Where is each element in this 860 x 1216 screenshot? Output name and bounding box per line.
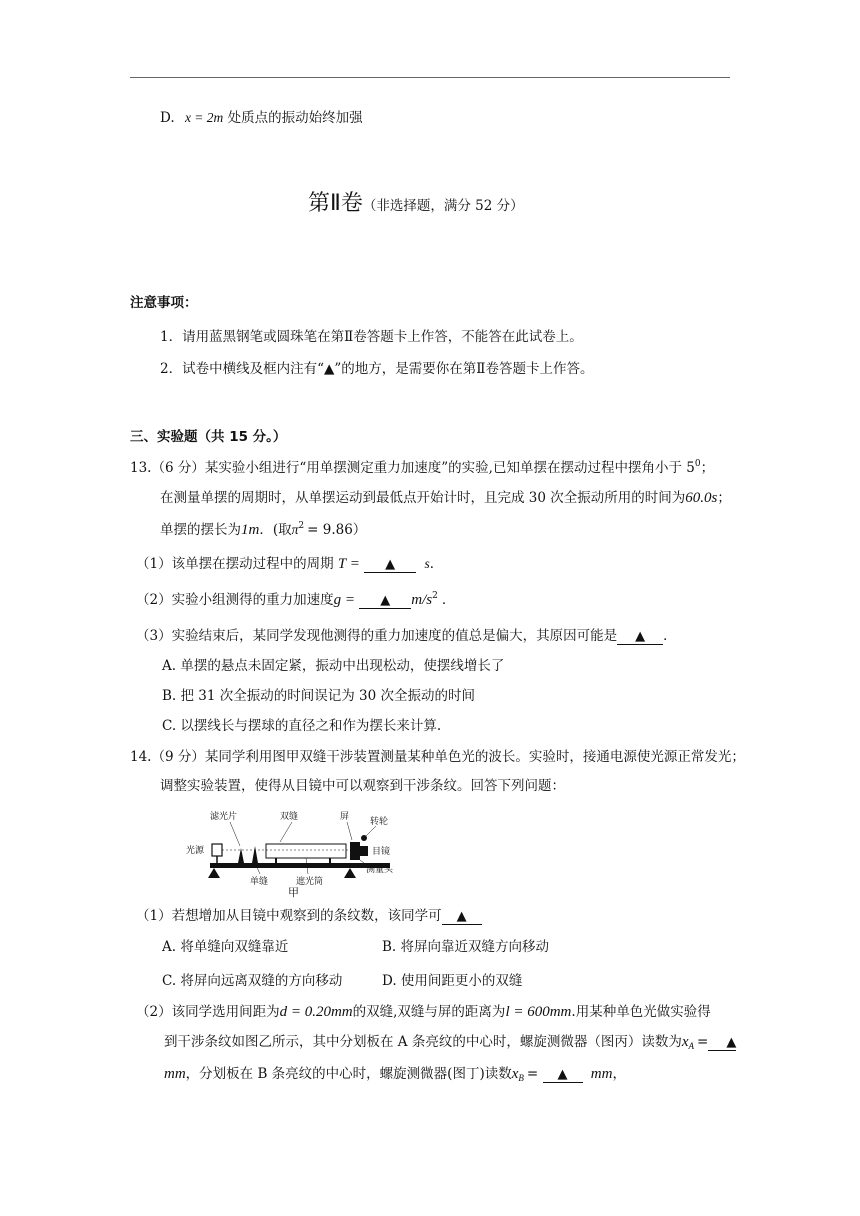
q14-sub2-l2-text: 到干涉条纹如图乙所示，其中分划板在 A 条亮纹的中心时，螺旋测微器（图丙）读数为	[164, 1034, 682, 1050]
label-source: 光源	[186, 846, 205, 856]
q13-sub1-var: T =	[337, 556, 360, 572]
q13-line3-eq: = 9.86	[307, 522, 353, 538]
q13-line2	[160, 486, 731, 507]
q13-line1-sup: 0	[694, 459, 701, 469]
q13-sub2-var: g =	[333, 592, 355, 608]
answer-blank-q13-2[interactable]	[359, 593, 411, 609]
q14-sub2-xa-unit: mm	[164, 1066, 186, 1082]
q13-sub1-end: ．	[429, 556, 444, 572]
q14-sub2-line3	[164, 1062, 626, 1083]
label-filter: 滤光片	[210, 812, 238, 822]
q13-line1	[130, 456, 714, 476]
label-head: 测量头	[366, 865, 394, 875]
q14-sub2-xb-eq: =	[526, 1066, 539, 1082]
q14-sub2-d: d = 0.20mm	[279, 1004, 353, 1020]
support-right	[344, 868, 356, 878]
answer-triangle-icon: ▲	[726, 1035, 737, 1050]
q13-line3-sup: 2	[298, 521, 305, 531]
option-d	[160, 106, 363, 126]
q13-sub1-text: （1）该单摆在摆动过程中的周期	[136, 556, 334, 572]
section-title	[308, 186, 524, 217]
q14-sub2-l3-end: ，	[612, 1066, 626, 1082]
q14-sub2-line1	[136, 1000, 711, 1021]
label-wheel: 转轮	[370, 817, 389, 827]
leader-filter	[230, 822, 240, 846]
rail	[210, 863, 390, 868]
part3-heading: 三、实验题（共 15 分。）	[130, 429, 287, 445]
q14-line2: 调整实验装置，使得从目镜中可以观察到干涉条纹。回答下列问题：	[160, 778, 565, 794]
q13-sub1-unit: s	[424, 556, 430, 571]
section-title-sub: （非选择题，满分 52 分）	[362, 198, 524, 214]
leader-wheel	[366, 826, 376, 836]
q13-option-c: C. 以摆线长与摆球的直径之和作为摆长来计算.	[162, 718, 442, 734]
q13-line2-value: 60.0s	[685, 490, 718, 506]
answer-triangle-icon: ▲	[456, 909, 467, 924]
q14-sub2-l1-text: （2）该同学选用间距为	[136, 1004, 280, 1020]
note-item-2: 2．试卷中横线及框内注有“▲”的地方，是需要你在第Ⅱ卷答题卡上作答。	[160, 361, 594, 377]
q14-sub2-xb-unit: mm	[590, 1066, 613, 1082]
q14-option-b: B. 将屏向靠近双缝方向移动	[382, 939, 550, 955]
figure-double-slit-apparatus	[180, 806, 430, 898]
q14-sub2-xb: x	[511, 1066, 519, 1082]
q13-sub2-unit: m/s	[411, 592, 433, 608]
answer-triangle-icon: ▲	[385, 557, 396, 572]
q14-option-a: A. 将单缝向双缝靠近	[162, 939, 289, 955]
q14-sub2-line2	[164, 1030, 736, 1051]
q13-sub2-text: （2）实验小组测得的重力加速度	[136, 592, 334, 608]
q14-sub2-xa: x	[681, 1034, 689, 1050]
option-d-math: x = 2m	[184, 110, 224, 125]
q13-line3-text: 单摆的摆长为	[160, 522, 241, 538]
q13-line1-text: 13.（6 分）某实验小组进行“用单摆测定重力加速度”的实验,已知单摆在摆动过程中摆角小于 5	[130, 460, 695, 476]
note-item-1: 1．请用蓝黑钢笔或圆珠笔在第Ⅱ卷答题卡上作答，不能答在此试卷上。	[160, 329, 583, 345]
q13-sub2-sup: 2	[432, 591, 438, 601]
label-double-slit: 双缝	[280, 812, 299, 822]
q14-sub2-xa-eq: =	[697, 1034, 709, 1050]
option-d-text: 处质点的振动始终加强	[227, 110, 363, 126]
q13-sub1	[136, 552, 443, 573]
q14-sub2-l3-text: ，分划板在 B 条亮纹的中心时，螺旋测微器(图丁)读数	[185, 1066, 512, 1082]
leader-double-slit	[280, 822, 292, 842]
q14-sub2-xa-sub: A	[688, 1041, 695, 1051]
q13-line3-value: 1m	[241, 522, 260, 538]
answer-triangle-icon: ▲	[635, 629, 646, 644]
answer-triangle-icon: ▲	[380, 593, 391, 608]
q14-option-c: C. 将屏向远离双缝的方向移动	[162, 973, 343, 989]
label-single-slit: 单缝	[250, 877, 269, 887]
single-slit-holder	[252, 846, 258, 863]
q13-option-b: B. 把 31 次全振动的时间误记为 30 次全振动的时间	[162, 688, 476, 704]
q13-sub3	[136, 624, 677, 645]
q13-sub3-end: ．	[663, 628, 677, 644]
light-source	[212, 844, 222, 856]
label-eyepiece: 目镜	[372, 847, 391, 857]
q14-option-d: D. 使用间距更小的双缝	[382, 973, 523, 989]
q13-sub2-end: ．	[441, 592, 456, 608]
q13-option-a: A. 单摆的悬点未固定紧，振动中出现松动，使摆线增长了	[162, 658, 505, 674]
answer-blank-q14-1[interactable]	[442, 909, 482, 925]
option-d-prefix: D.	[160, 110, 175, 126]
notes-heading: 注意事项：	[130, 295, 198, 311]
answer-blank-q13-1[interactable]	[364, 557, 416, 573]
q13-line3	[160, 518, 366, 539]
answer-blank-q14-xa[interactable]	[708, 1035, 736, 1051]
q13-sub3-text: （3）实验结束后，某同学发现他测得的重力加速度的值总是偏大，其原因可能是	[136, 628, 618, 644]
q14-line1: 14.（9 分）某同学利用图甲双缝干涉装置测量某种单色光的波长。实验时，接通电源使光源正常发光；	[130, 749, 745, 765]
q13-line2-end: ；	[717, 490, 731, 506]
tube	[266, 844, 346, 858]
q13-line2-text: 在测量单摆的周期时，从单摆运动到最低点开始计时，且完成 30 次全振动所用的时间为	[160, 490, 686, 506]
q14-sub2-l1-text-b: 的双缝,双缝与屏的距离为	[352, 1004, 506, 1020]
q14-sub1-text: （1）若想增加从目镜中观察到的条纹数，该同学可	[136, 908, 442, 924]
q13-line3-pi: π	[291, 522, 299, 537]
header-rule	[130, 77, 730, 78]
answer-triangle-icon: ▲	[557, 1067, 568, 1082]
q14-sub1	[136, 904, 482, 925]
answer-blank-q14-xb[interactable]	[543, 1067, 583, 1083]
section-title-main: 第Ⅱ卷	[308, 191, 363, 216]
leader-screen	[347, 822, 352, 840]
q13-line3-end: ）	[352, 522, 367, 538]
q13-line3-text-b: ．(取	[259, 522, 292, 538]
figure-caption: 甲	[288, 886, 299, 898]
q14-sub2-l: l = 600mm	[505, 1004, 572, 1020]
measuring-head	[350, 842, 360, 860]
q14-sub2-l1-text-c: .用某种单色光做实验得	[571, 1004, 711, 1020]
q14-sub2-xb-sub: B	[518, 1073, 524, 1083]
support-left	[208, 868, 220, 878]
eyepiece	[360, 846, 368, 856]
q13-line1-end: ；	[700, 460, 715, 476]
q13-sub2	[136, 588, 455, 609]
answer-blank-q13-3[interactable]	[617, 629, 663, 645]
label-tube: 遮光筒	[296, 877, 324, 887]
label-screen: 屏	[340, 812, 350, 822]
